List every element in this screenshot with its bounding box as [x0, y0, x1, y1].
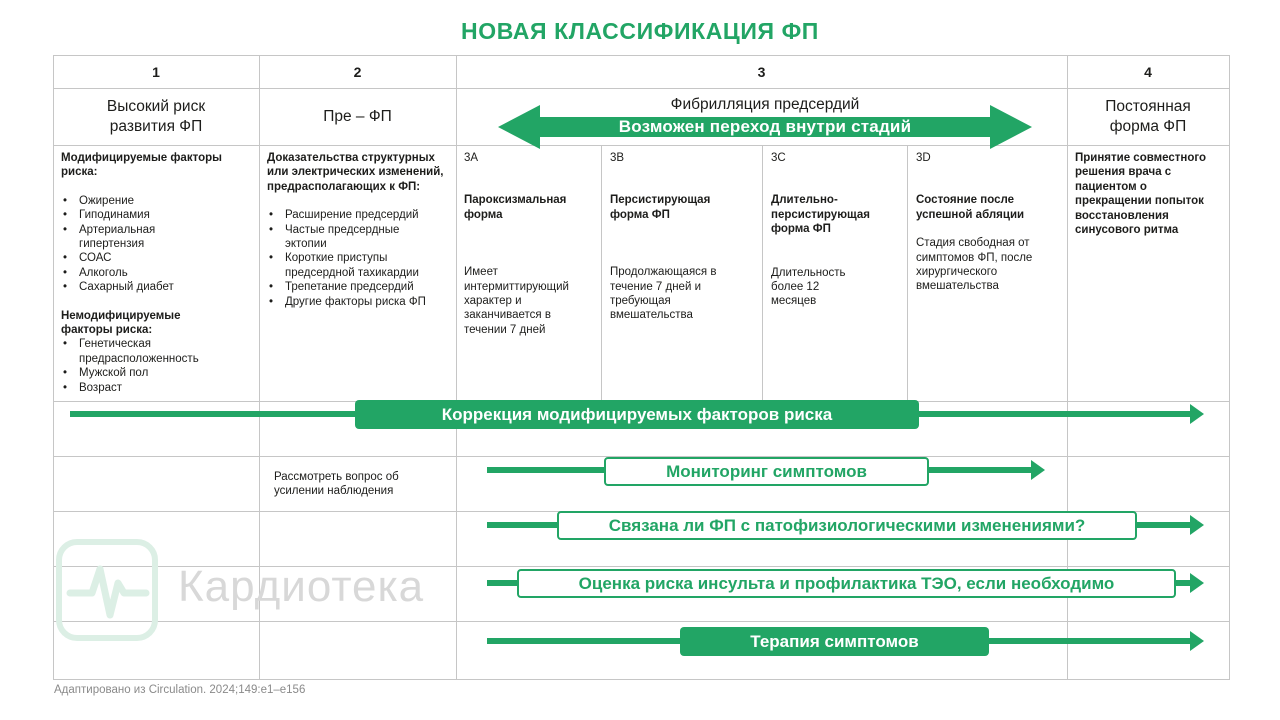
grid-line	[53, 679, 1230, 680]
action-symptom-monitoring: Мониторинг симптомов	[604, 457, 929, 486]
grid-line	[53, 88, 1230, 89]
substage-desc: Имеет интермиттирующий характер и заканчивается в течении 7 дней	[464, 266, 569, 336]
header-atrial-fibrillation: Фибрилляция предсердий	[670, 96, 860, 113]
action-risk-factor-correction: Коррекция модифицируемых факторов риска	[355, 400, 919, 429]
column-number-3: 3	[757, 64, 766, 80]
substage-desc: Стадия свободная от симптомов ФП, после хирургического вмешательства	[916, 237, 1033, 293]
substage-name: Персистирующая форма ФП	[610, 194, 711, 221]
substage-name: Длительно-персистирующая форма ФП	[771, 194, 870, 236]
grid-line	[53, 55, 54, 680]
heartbeat-logo-icon	[56, 539, 158, 641]
source-footnote: Адаптировано из Circulation. 2024;149:e1–e156	[54, 684, 306, 696]
grid-line	[53, 621, 1230, 622]
arrow-head	[1190, 515, 1204, 535]
substage-code: 3C	[771, 152, 786, 164]
stage1-nonmod-title: Немодифицируемые факторы риска:	[61, 309, 181, 337]
surveillance-note: Рассмотреть вопрос об усилении наблюдения	[274, 471, 399, 498]
substage-3c	[771, 151, 903, 309]
header-high-risk: Высокий риск развития ФП	[106, 98, 206, 135]
action-symptom-therapy: Терапия симптомов	[680, 627, 989, 656]
stage4-content: Принятие совместного решения врача с пациентом о прекращении попыток восстановления синусового ритма	[1075, 152, 1207, 237]
stage1-content	[61, 151, 255, 395]
stage1-nonmod-list	[61, 337, 255, 395]
list-item: • Сахарный диабет	[61, 280, 255, 294]
column-number-2: 2	[353, 64, 362, 80]
watermark-text: Кардиотека	[178, 562, 425, 611]
list-item: • Алкоголь	[61, 266, 255, 280]
list-item: • Генетическая предрасположенность	[61, 337, 221, 366]
grid-line	[1229, 55, 1230, 680]
list-item: • СОАС	[61, 251, 255, 265]
stage2-content	[267, 151, 452, 309]
grid-line	[907, 145, 908, 401]
column-number-4: 4	[1144, 64, 1152, 80]
substage-desc: Продолжающаяся в течение 7 дней и требующая вмешательства	[610, 266, 717, 322]
substage-code: 3B	[610, 152, 625, 164]
grid-line	[762, 145, 763, 401]
substage-3b	[610, 151, 758, 323]
substage-name: Пароксизмальная форма	[464, 194, 567, 221]
page-title: НОВАЯ КЛАССИФИКАЦИЯ ФП	[461, 18, 819, 44]
list-item: • Гиподинамия	[61, 208, 255, 222]
header-pre-af: Пре – ФП	[323, 108, 392, 125]
action-stroke-risk-assessment: Оценка риска инсульта и профилактика ТЭО, если необходимо	[517, 569, 1176, 598]
list-item: • Расширение предсердий	[267, 208, 452, 222]
stage1-mod-list	[61, 194, 255, 295]
stage1-mod-title: Модифицируемые факторы риска:	[61, 152, 222, 179]
list-item: • Артериальная гипертензия	[61, 223, 171, 252]
arrow-head	[1031, 460, 1045, 480]
grid-line	[601, 145, 602, 401]
action-pathophysiology-check: Связана ли ФП с патофизиологическими изменениями?	[557, 511, 1137, 540]
list-item: • Частые предсердные эктопии	[267, 223, 417, 252]
header-permanent-af: Постоянная форма ФП	[1105, 98, 1191, 135]
list-item: • Трепетание предсердий	[267, 280, 452, 294]
list-item: • Возраст	[61, 381, 255, 395]
substage-3a	[464, 151, 596, 337]
list-item: • Другие факторы риска ФП	[267, 295, 432, 309]
arrow-head	[1190, 631, 1204, 651]
substage-name: Состояние после успешной абляции	[916, 194, 1025, 221]
substage-3d	[916, 151, 1064, 294]
stage2-list	[267, 208, 452, 309]
arrow-head	[1190, 573, 1204, 593]
substage-code: 3D	[916, 152, 931, 164]
column-number-1: 1	[152, 64, 160, 80]
substage-desc: Длительность более 12 месяцев	[771, 266, 846, 308]
grid-line	[53, 55, 1230, 56]
transition-arrow-label: Возможен переход внутри стадий	[618, 117, 912, 136]
list-item: • Ожирение	[61, 194, 255, 208]
grid-line	[456, 55, 457, 680]
list-item: • Короткие приступы предсердной тахикардии	[267, 251, 437, 280]
substage-code: 3A	[464, 152, 479, 164]
stage2-title: Доказательства структурных или электрических изменений, предрасполагающих к ФП:	[267, 152, 444, 193]
arrow-head	[1190, 404, 1204, 424]
list-item: • Мужской пол	[61, 366, 255, 380]
